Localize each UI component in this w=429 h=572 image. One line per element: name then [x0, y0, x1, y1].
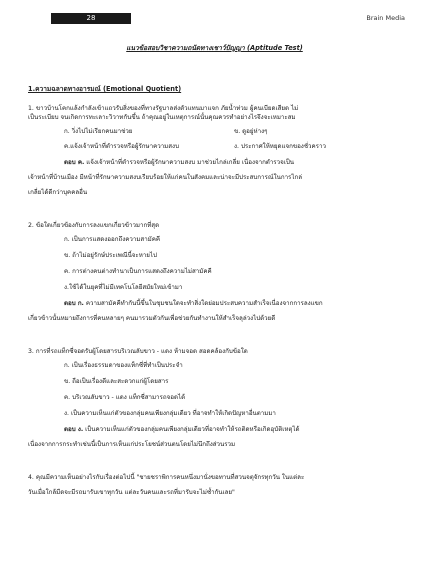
option-c: ค. บริเวณลับขาว - แดง แท็กซี่สามารถจอดได้	[64, 394, 186, 401]
page-number: 28	[51, 13, 131, 24]
answer-line	[64, 158, 401, 167]
question-1	[28, 104, 401, 197]
question-text-line: 4. คุณมีความเห็นอย่างไรกับเรื่องต่อไปนี้ "ชายชราพิการคนหนึ่งมานั่งขอทานที่สวนจตุจักรทุกวัน ในแต่ละ	[28, 474, 305, 481]
option-a: ก. เป็นเรื่องธรรมดาของแท็กซี่ที่ทำเป็นประจำ	[64, 362, 183, 369]
option-c: ค. การต่างคนต่างทำนาเป็นการแสดงถึงความไม่สามัคคี	[64, 268, 212, 275]
option-d: ง.ใช้ได้ในยุคที่ไม่มีเทคโนโลยีสมัยใหม่เข้ามา	[64, 284, 183, 291]
answer-label: ตอบ ง.	[64, 426, 84, 433]
answer-text: เป็นความเห็นแก่ตัวของกลุ่มคนเพียงกลุ่มเดียวที่อาจทำให้รถติดหรือเกิดอุบัติเหตุได้	[85, 426, 300, 433]
question-2	[28, 221, 401, 323]
explanation-line: เจ้าหน้าที่บ้านเมือง มีหน้าที่รักษาความสงบเรียบร้อยให้แก่คนในสังคมและน่าจะมีประสบการณ์ในการไกล่	[28, 174, 303, 181]
answer-line	[64, 425, 401, 434]
option-a: ก. วิ่งไปไม่เรียกคนมาช่วย	[64, 128, 133, 135]
option-a: ก. เป็นการแสดงออกถึงความสามัคคี	[64, 236, 161, 243]
brand-name: Brain Media	[366, 14, 405, 22]
answer-label: ตอบ ค.	[64, 159, 85, 166]
option-d: ง. ประกาศให้หยุดแจกของชั่วคราว	[234, 143, 326, 150]
answer-line	[64, 299, 401, 308]
answer-text: แจ้งเจ้าหน้าที่ตำรวจหรือผู้รักษาความสงบ มาช่วยไกล่เกลี่ย เนื่องจากตำรวจเป็น	[86, 159, 294, 166]
question-4	[28, 473, 401, 497]
answer-label: ตอบ ก.	[64, 300, 84, 307]
page-header	[20, 13, 409, 24]
document-title: แนวข้อสอบวิชาความถนัดทางเชาว์ปัญญา (Aptitude Test)	[126, 44, 303, 52]
option-d: ง. เป็นความเห็นแก่ตัวของกลุ่มคนเพียงกลุ่มเดียว ที่อาจทำให้เกิดปัญหาอื่นตามมา	[64, 410, 276, 417]
option-b: ข. ถ้าไม่อยู่รักษ์ประเพณีนี้จะหายไป	[64, 252, 157, 259]
question-text-line: 2. ข้อใดเกี่ยวข้องกับการลงแขกเกี่ยวข้าวมากที่สุด	[28, 222, 160, 229]
document-body	[28, 44, 401, 497]
answer-text: ความสามัคคีทำกันนี้ขึ้นในชุมชนใดจะทำสิ่งใดย่อมประสบความสำเร็จเนื่องจากการลงแขก	[85, 300, 323, 307]
options-list	[64, 361, 401, 418]
section-title: 1.ความฉลาดทางอารมณ์ (Emotional Quotient)	[28, 85, 182, 93]
explanation-line: เกี่ยวข้าวนั้นหมายถึงการที่คนหลายๆ คนมารวมตัวกันเพื่อช่วยกันทำงานให้สำเร็จลุล่วงไปด้วยดี	[28, 315, 276, 322]
options-list	[64, 235, 401, 292]
option-b: ข. ถือเป็นเรื่องดีและสะดวกแก่ผู้โดยสาร	[64, 378, 169, 385]
options-list	[64, 127, 401, 151]
question-text-line: 1. ขาวบ้านโคกแล้งกำลังเข้าแถวรับสิ่งของที่ทางรัฐบาลส่งตัวแทนมาแจก ภัยน้ำท่วม ผู้คนเบียดเสียด ไม่	[28, 105, 299, 112]
question-text-line: เป็นระเบียบ จนเกิดการทะเลาะวิวาทกันขึ้น ถ้าคุณอยู่ในเหตุการณ์นั้นคุณควรทำอย่างไรจึงจะเหมาะสม	[28, 114, 296, 121]
option-b: ข. ดูอยู่ห่างๆ	[234, 128, 268, 135]
option-c: ค.แจ้งเจ้าหน้าที่ตำรวจหรือผู้รักษาความสงบ	[64, 143, 179, 150]
question-text-line: วันเมื่อใกล้มืดจะมีรถมารับเขาทุกวัน แต่ละวันคนและรถที่มารับจะไม่ซ้ำกันเลย"	[28, 489, 235, 496]
explanation-line: เกลี่ยได้ดีกว่าบุคคลอื่น	[28, 189, 88, 196]
question-text-line: 3. การที่รถแท็กซี่จอดรับผู้โดยสารบริเวณลับขาว - แดง ห้ามจอด สอดคล้องกับข้อใด	[28, 348, 248, 355]
question-3	[28, 347, 401, 449]
explanation-line: เนื่องจากการกระทำเช่นนี้เป็นการเห็นแก่ประโยชน์ส่วนตนโดยไม่นึกถึงส่วนรวม	[28, 441, 236, 448]
